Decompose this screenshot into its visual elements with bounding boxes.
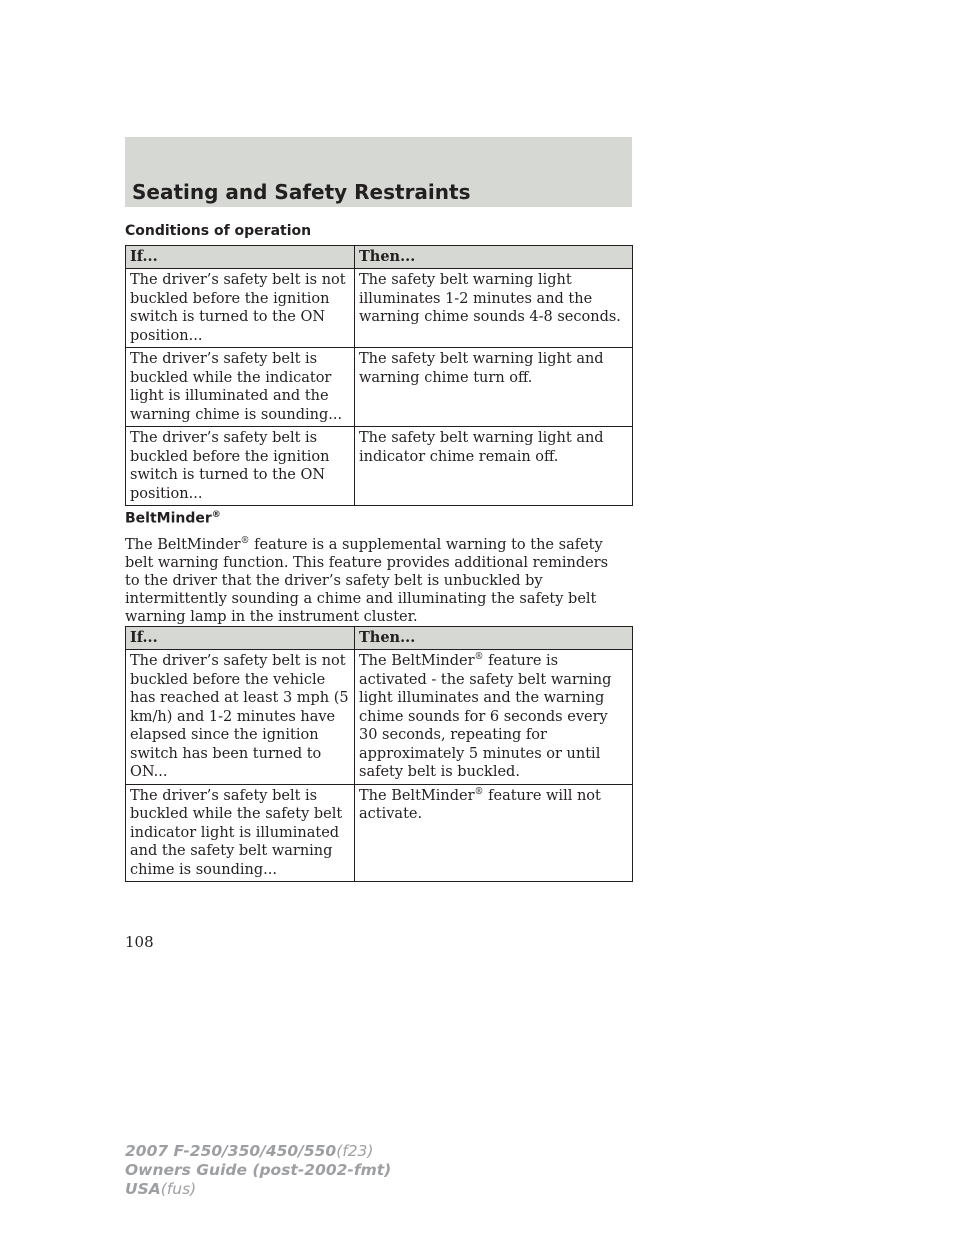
page-title: Seating and Safety Restraints [132,180,471,204]
footer-line-model: 2007 F-250/350/450/550(f23) [125,1142,374,1160]
result-cell: The safety belt warning light illuminates 1-2 minutes and the warning chime sounds 4-8 seconds. [355,269,633,348]
registered-mark: ® [474,652,484,663]
table-header-row [126,246,633,269]
table-row [126,427,633,506]
condition-cell: The driver’s safety belt is buckled while the safety belt indicator light is illuminated and the safety belt warning chime is sounding... [126,784,355,882]
footer-line-guide: Owners Guide (post-2002-fmt) [125,1161,392,1179]
table-row [126,784,633,882]
condition-cell: The driver’s safety belt is not buckled before the ignition switch is turned to the ON position... [126,269,355,348]
footer-info [125,1142,391,1199]
table-header-row [126,627,633,650]
page-number: 108 [125,933,154,951]
table-row [126,650,633,785]
registered-mark: ® [240,536,250,547]
footer-line-region: USA(fus) [125,1180,197,1198]
column-header-if: If... [126,246,355,269]
result-cell: The safety belt warning light and indicator chime remain off. [355,427,633,506]
result-cell: The BeltMinder® feature is activated - the safety belt warning light illuminates and the warning chime sounds for 6 seconds every 30 seconds, repeating for approximately 5 minutes or until safety belt is buckled. [355,650,633,785]
beltminder-heading-text: BeltMinder [125,510,212,527]
condition-cell: The driver’s safety belt is buckled while the indicator light is illuminated and the warning chime is sounding... [126,348,355,427]
paragraph-text: feature is a supplemental warning to the safety belt warning function. This feature provides additional reminders to the driver that the driver’s safety belt is unbuckled by intermittently sounding a chime and illuminating the safety belt warning lamp in the instrument cluster. [125,537,609,625]
column-header-then: Then... [355,627,633,650]
beltminder-heading [125,510,221,527]
result-cell: The BeltMinder® feature will not activate. [355,784,633,882]
conditions-table [125,245,633,506]
registered-mark: ® [211,510,221,520]
table-row [126,269,633,348]
paragraph-lead: The BeltMinder [125,537,241,553]
registered-mark: ® [474,786,484,797]
table-row [126,348,633,427]
column-header-if: If... [126,627,355,650]
beltminder-table [125,626,633,882]
column-header-then: Then... [355,246,633,269]
conditions-heading: Conditions of operation [125,223,312,239]
beltminder-paragraph [125,536,625,626]
condition-cell: The driver’s safety belt is not buckled before the vehicle has reached at least 3 mph (5 km/h) and 1-2 minutes have elapsed since the ignition switch has been turned to ON... [126,650,355,785]
condition-cell: The driver’s safety belt is buckled before the ignition switch is turned to the ON position... [126,427,355,506]
result-cell: The safety belt warning light and warning chime turn off. [355,348,633,427]
